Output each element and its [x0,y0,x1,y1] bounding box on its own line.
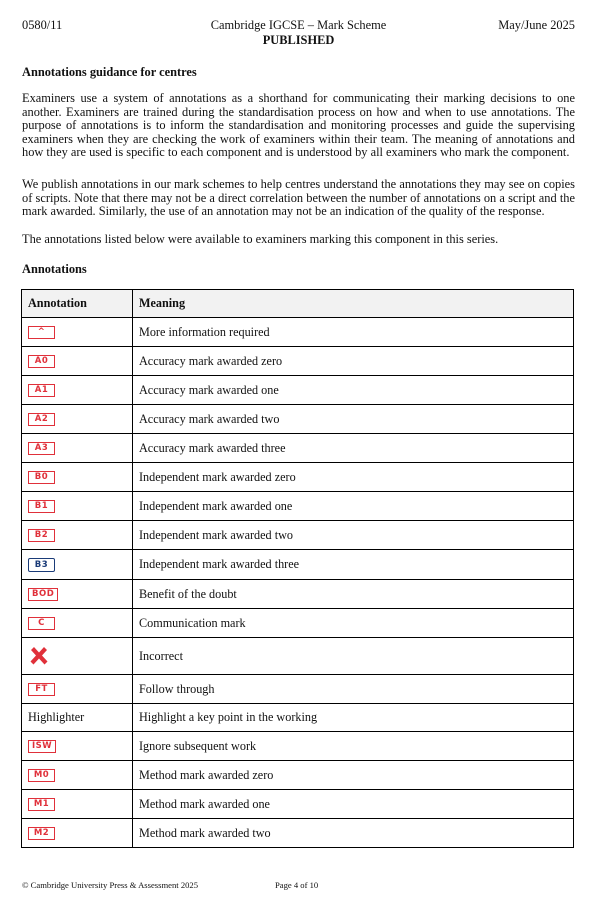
meaning-cell: Accuracy mark awarded three [133,434,574,463]
caret-stamp-icon: ^ [28,326,55,339]
table-row [22,434,574,463]
meaning-cell: Follow through [133,675,574,704]
table-row [22,638,574,675]
a2-stamp-icon: A2 [28,413,55,426]
meaning-cell: Incorrect [133,638,574,675]
b1-stamp-icon: B1 [28,500,55,513]
paper-code: 0580/11 [22,18,63,32]
meaning-cell: Independent mark awarded three [133,550,574,580]
table-row [22,550,574,580]
a1-stamp-icon: A1 [28,384,55,397]
a3-stamp-icon: A3 [28,442,55,455]
meaning-cell: Method mark awarded one [133,790,574,819]
meaning-cell: Independent mark awarded one [133,492,574,521]
table-row [22,732,574,761]
header-center [22,18,575,47]
bod-stamp-icon: BOD [28,588,58,601]
m2-stamp-icon: M2 [28,827,55,840]
annotations-title: Annotations [22,262,87,276]
paragraph-1: Examiners use a system of annotations as a shorthand for communicating their marking decisions to one another. Examiners are trained during the standardisation process on how and when to use annotations. The purpose of annotations is to inform the standardisation and monitoring processes and guide the supervising examiners when they are checking the work of examiners within their team. The meaning of annotations and how they are used is specific to each component and is understood by all examiners who mark the component. [22,91,575,160]
footer-copyright: © Cambridge University Press & Assessment 2025 [22,880,199,890]
meaning-cell: Independent mark awarded two [133,521,574,550]
isw-stamp-icon: ISW [28,740,56,753]
meaning-cell: Communication mark [133,609,574,638]
meaning-cell: Method mark awarded two [133,819,574,848]
table-row [22,521,574,550]
cross-icon [28,645,50,667]
meaning-cell: Ignore subsequent work [133,732,574,761]
highlighter-label: Highlighter [22,704,133,732]
paragraph-3: The annotations listed below were available to examiners marking this component in this series. [22,232,499,246]
b2-stamp-icon: B2 [28,529,55,542]
mark-scheme-title: Cambridge IGCSE – Mark Scheme [210,18,387,32]
meaning-cell: Accuracy mark awarded two [133,405,574,434]
column-header-annotation: Annotation [22,290,133,318]
meaning-cell: Method mark awarded zero [133,761,574,790]
c-stamp-icon: C [28,617,55,630]
table-row [22,609,574,638]
a0-stamp-icon: A0 [28,355,55,368]
meaning-cell: Highlight a key point in the working [133,704,574,732]
m0-stamp-icon: M0 [28,769,55,782]
ft-stamp-icon: FT [28,683,55,696]
table-row [22,790,574,819]
table-header-row [22,290,574,318]
table-row [22,580,574,609]
table-row [22,819,574,848]
table-row [22,761,574,790]
footer-page-number: Page 4 of 10 [275,880,319,890]
annotations-table [21,289,574,848]
column-header-meaning: Meaning [133,290,574,318]
paragraph-2: We publish annotations in our mark schemes to help centres understand the annotations they may see on copies of scripts. Note that there may not be a direct correlation between the number of annotations on a script and the mark awarded. Similarly, the use of an annotation may not be an indication of the quality of the response. [22,177,575,219]
table-row [22,675,574,704]
meaning-cell: Independent mark awarded zero [133,463,574,492]
meaning-cell: Accuracy mark awarded zero [133,347,574,376]
m1-stamp-icon: M1 [28,798,55,811]
table-row [22,463,574,492]
table-row [22,376,574,405]
exam-session: May/June 2025 [498,18,575,32]
b3-stamp-icon: B3 [28,558,55,572]
table-row [22,347,574,376]
published-label: PUBLISHED [262,32,335,47]
meaning-cell: Accuracy mark awarded one [133,376,574,405]
table-row [22,318,574,347]
table-row [22,492,574,521]
section-title: Annotations guidance for centres [22,65,197,79]
table-row [22,704,574,732]
meaning-cell: More information required [133,318,574,347]
b0-stamp-icon: B0 [28,471,55,484]
table-row [22,405,574,434]
meaning-cell: Benefit of the doubt [133,580,574,609]
